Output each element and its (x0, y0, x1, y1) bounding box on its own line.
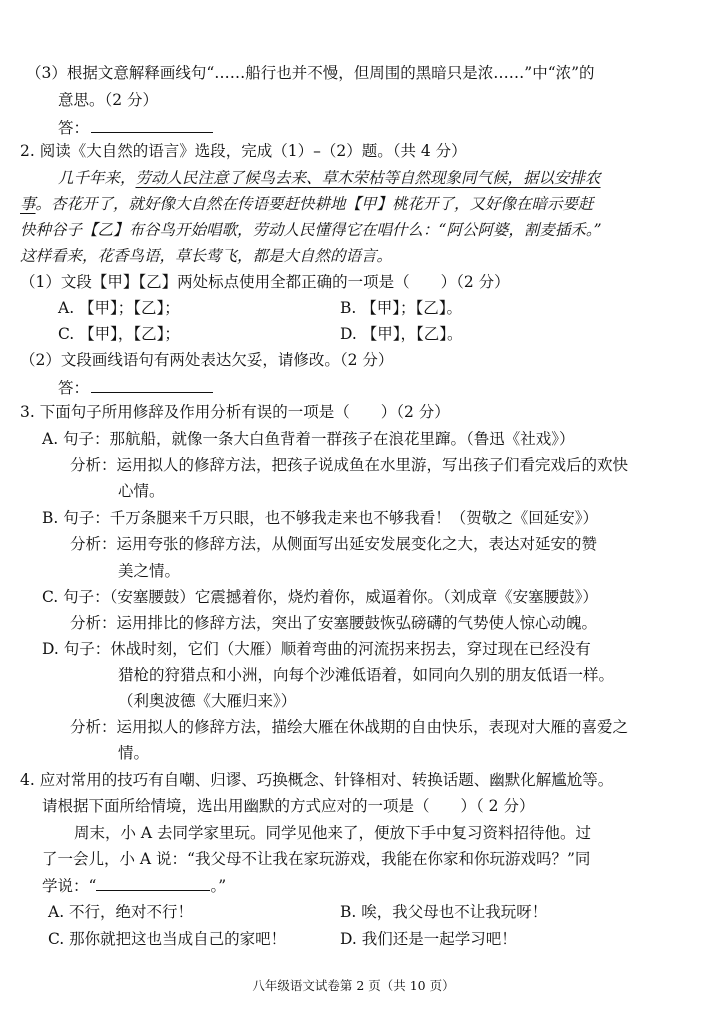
page-footer: 八年级语文试卷第 2 页（共 10 页） (252, 978, 455, 993)
option-c[interactable]: C. 句子：（安塞腰鼓）它震撼着你，烧灼着你，威逼着你。（刘成章《安塞腰鼓》） (42, 588, 598, 606)
answer-label: 答： (58, 119, 90, 137)
answer-label: 答： (58, 379, 90, 397)
sub-question: （1）文段【甲】【乙】两处标点使用全都正确的一项是（ ）（2 分） (20, 273, 510, 291)
answer-line[interactable] (58, 376, 213, 399)
analysis-text: 情。 (118, 744, 150, 762)
passage-line: 快种谷子【乙】布谷鸟开始唱歌，劳动人民懂得它在唱什么：“阿公阿婆，割麦插禾。” (20, 221, 602, 239)
question-text: 意思。（2 分） (58, 91, 159, 109)
answer-blank[interactable] (91, 116, 213, 133)
question-heading: 3. 下面句子所用修辞及作用分析有误的一项是（ ）（2 分） (20, 403, 450, 421)
option-c[interactable]: C. 【甲】，【乙】； (58, 325, 180, 343)
question-text: （3）根据文意解释画线句“……船行也并不慢，但周围的黑暗只是浓……”中“浓”的 (26, 64, 595, 82)
scenario-text: 周末，小 A 去同学家里玩。同学见他来了，便放下手中复习资料招待他。过 (74, 824, 592, 842)
option-a[interactable]: A. 句子：那航船，就像一条大白鱼背着一群孩子在浪花里蹿。（鲁迅《社戏》） (42, 430, 575, 448)
scenario-text: 学说：“ 。” (42, 874, 226, 897)
sub-question: （2）文段画线语句有两处表达欠妥，请修改。（2 分） (20, 351, 394, 369)
analysis-text: 分析：运用拟人的修辞方法，描绘大雁在休战期的自由快乐，表现对大雁的喜爱之 (70, 718, 629, 736)
scenario-text: 了一会儿，小 A 说：“我父母不让我在家玩游戏，我能在你家和你玩游戏吗？”同 (42, 850, 591, 868)
option-d[interactable]: D. 我们还是一起学习吧！ (340, 930, 517, 948)
option-d[interactable]: D. 【甲】，【乙】。 (340, 325, 463, 343)
option-a[interactable]: A. 【甲】；【乙】； (58, 299, 180, 317)
option-d-cont: 猎枪的狩猎点和小洲，向每个沙滩低语着，如同向久别的朋友低语一样。 (118, 666, 615, 684)
option-a[interactable]: A. 不行，绝对不行！ (48, 903, 194, 921)
question-heading: 4. 应对常用的技巧有自嘲、归谬、巧换概念、针锋相对、转换话题、幽默化解尴尬等。 (20, 771, 614, 789)
option-d-cont: （利奥波德《大雁归来》） (118, 692, 297, 710)
analysis-text: 美之情。 (118, 562, 181, 580)
question-heading: 2. 阅读《大自然的语言》选段，完成（1）–（2）题。（共 4 分） (20, 142, 467, 160)
analysis-text: 分析：运用夸张的修辞方法，从侧面写出延安发展变化之大，表达对延安的赞 (70, 535, 598, 553)
option-d[interactable]: D. 句子：休战时刻，它们（大雁）顺着弯曲的河流拐来拐去，穿过现在已经没有 (42, 640, 591, 658)
passage-line: 这样看来，花香鸟语，草长莺飞，都是大自然的语言。 (20, 247, 393, 265)
underlined-sentence: 事 (20, 195, 36, 213)
analysis-text: 心情。 (118, 482, 165, 500)
option-c[interactable]: C. 那你就把这也当成自己的家吧！ (48, 930, 287, 948)
underlined-sentence: 劳动人民注意了候鸟去来、草木荣枯等自然现象同气候，据以安排农 (135, 169, 601, 187)
answer-blank[interactable] (91, 376, 213, 393)
analysis-text: 分析：运用排比的修辞方法，突出了安塞腰鼓恢弘磅礴的气势使人惊心动魄。 (70, 614, 598, 632)
analysis-text: 分析：运用拟人的修辞方法，把孩子说成鱼在水里游，写出孩子们看完戏后的欢快 (70, 456, 629, 474)
answer-blank[interactable] (96, 874, 210, 891)
answer-line[interactable] (58, 116, 213, 139)
passage-line: 事。杏花开了，就好像大自然在传语要赶快耕地【甲】桃花开了，又好像在暗示要赶 (20, 195, 594, 213)
option-b[interactable]: B. 唉，我父母也不让我玩呀！ (340, 903, 548, 921)
passage-line: 几千年来，劳动人民注意了候鸟去来、草木荣枯等自然现象同气候，据以安排农 (58, 169, 601, 187)
option-b[interactable]: B. 句子：千万条腿来千万只眼，也不够我走来也不够我看！（贺敬之《回延安》） (42, 509, 598, 527)
option-b[interactable]: B. 【甲】；【乙】。 (340, 299, 462, 317)
question-heading: 请根据下面所给情境，选出用幽默的方式应对的一项是（ ）（ 2 分） (42, 797, 535, 815)
